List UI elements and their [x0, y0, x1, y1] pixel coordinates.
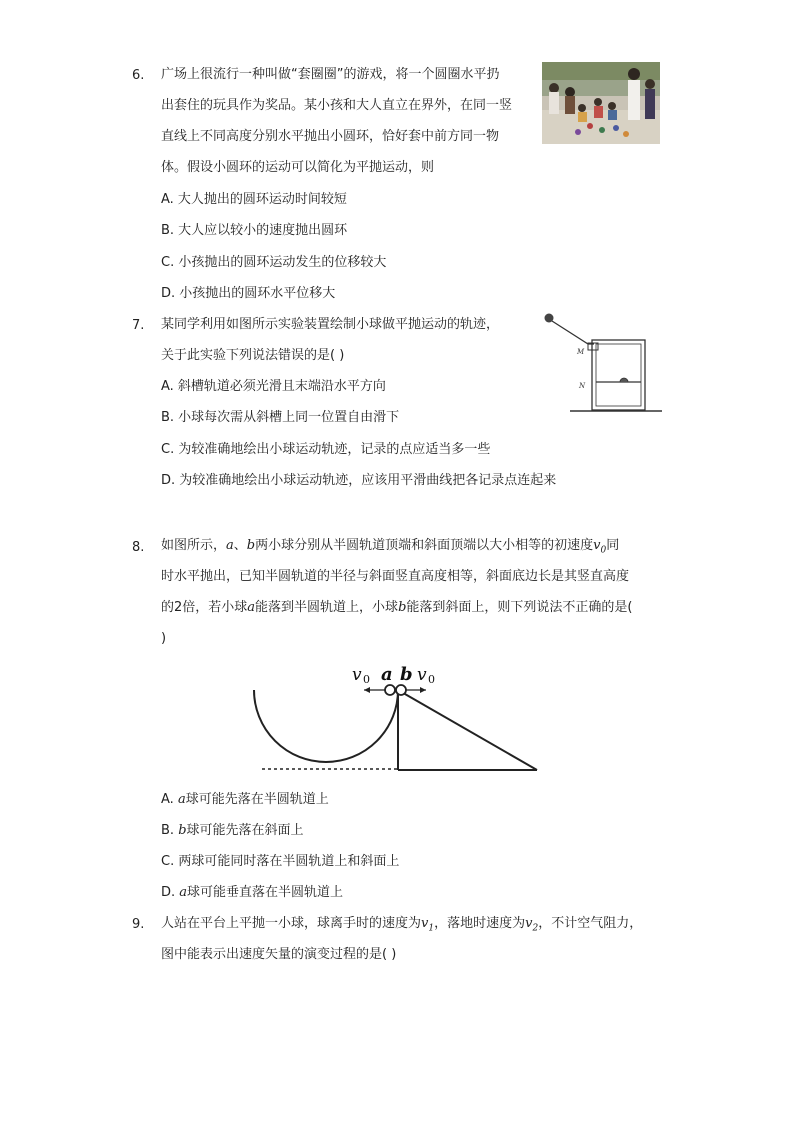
- question-number: 7.: [132, 318, 145, 333]
- question-number: 8.: [132, 540, 145, 555]
- option-d: D. 小孩抛出的圆环水平位移大: [161, 286, 336, 301]
- question-text-line: 出套住的玩具作为奖品。某小孩和大人直立在界外，在同一竖: [161, 98, 513, 113]
- slope-incline: [398, 690, 537, 770]
- question-text-line: 关于此实验下列说法错误的是( ): [161, 348, 345, 363]
- option-a: A. 斜槽轨道必须光滑且末端沿水平方向: [161, 379, 386, 394]
- option-d: D. 为较准确地绘出小球运动轨迹，应该用平滑曲线把各记录点连起来: [161, 473, 557, 488]
- label-v0-right-sub: 0: [428, 673, 435, 686]
- question-text-line: 如图所示，a、b两小球分别从半圆轨道顶端和斜面顶端以大小相等的初速度$v_0$同: [161, 538, 620, 556]
- question-text-line: 图中能表示出速度矢量的演变过程的是( ): [161, 947, 397, 962]
- label-v0-right: v: [417, 665, 427, 685]
- option-d: D. a球可能垂直落在半圆轨道上: [161, 885, 344, 900]
- option-b: B. 小球每次需从斜槽上同一位置自由滑下: [161, 410, 400, 425]
- label-v0-left-sub: 0: [363, 673, 370, 686]
- label-a: a: [381, 664, 393, 685]
- question-number: 9.: [132, 917, 145, 932]
- question-text-line: 体。假设小圆环的运动可以简化为平抛运动，则: [161, 160, 435, 175]
- label-v0-left: v: [352, 665, 362, 685]
- question-text-line: 人站在平台上平抛一小球，球离手时的速度为$v_1$，落地时速度为$v_2$，不计空气阻力，: [161, 916, 643, 934]
- semicircle-track: [254, 690, 398, 762]
- option-a: A. 大人抛出的圆环运动时间较短: [161, 192, 347, 207]
- chute-track: [552, 321, 594, 344]
- question-text-line: 的2倍，若小球a能落到半圆轨道上，小球b能落到斜面上，则下列说法不正确的是(: [161, 600, 633, 615]
- option-c: C. 小孩抛出的圆环运动发生的位移较大: [161, 255, 387, 270]
- question-text-line: 时水平抛出，已知半圆轨道的半径与斜面竖直高度相等，斜面底边长是其竖直高度: [161, 569, 630, 584]
- question-text-line: 某同学利用如图所示实验装置绘制小球做平抛运动的轨迹，: [161, 317, 500, 332]
- apparatus-diagram: [542, 310, 664, 420]
- ring-toss-photo: [542, 62, 660, 144]
- label-n: N: [579, 382, 586, 390]
- question-text-line: ): [161, 631, 167, 646]
- question-number: 6.: [132, 68, 145, 83]
- board-frame: [592, 340, 645, 410]
- label-b: b: [400, 664, 413, 685]
- option-a: A. a球可能先落在半圆轨道上: [161, 792, 329, 807]
- question-text-line: 广场上很流行一种叫做“套圈圈”的游戏，将一个圆圈水平扔: [161, 67, 500, 82]
- ball-b: [396, 685, 406, 695]
- label-m: M: [577, 348, 585, 356]
- option-b: B. b球可能先落在斜面上: [161, 823, 304, 838]
- option-b: B. 大人应以较小的速度抛出圆环: [161, 223, 348, 238]
- option-c: C. 两球可能同时落在半圆轨道上和斜面上: [161, 854, 400, 869]
- question-text-line: 直线上不同高度分别水平抛出小圆环，恰好套中前方同一物: [161, 129, 500, 144]
- option-c: C. 为较准确地绘出小球运动轨迹，记录的点应适当多一些: [161, 442, 491, 457]
- ball-a: [385, 685, 395, 695]
- semicircle-slope-diagram: [240, 656, 550, 778]
